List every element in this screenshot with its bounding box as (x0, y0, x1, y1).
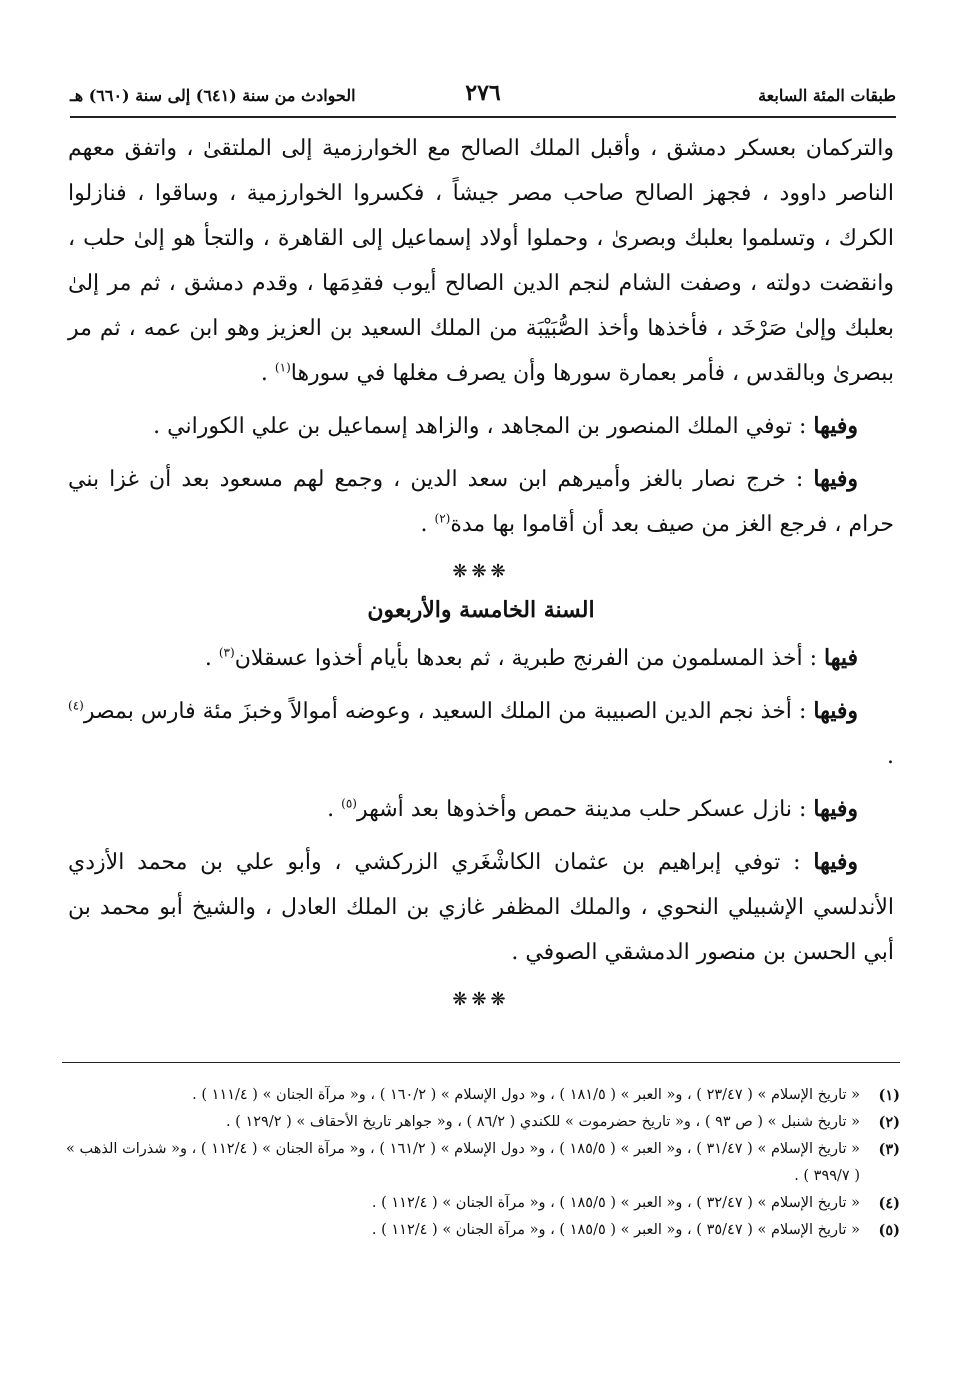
footnote-number: (١) (878, 1087, 900, 1104)
footnote-number: (٣) (878, 1141, 900, 1158)
main-text (68, 126, 894, 1016)
page-number: ٢٧٦ (465, 80, 501, 106)
paragraph-end: . (420, 512, 435, 537)
paragraph-end: . (887, 744, 894, 769)
footnote-item (66, 1136, 900, 1190)
paragraph-lead-word: فيها (824, 645, 858, 671)
paragraph (68, 840, 894, 975)
footnotes (66, 1082, 900, 1244)
paragraph-lead-word: وفيها (813, 796, 858, 822)
paragraph-end: . (260, 361, 275, 386)
footnote-reference[interactable]: (٥) (341, 796, 357, 811)
paragraph-text: والتركمان بعسكر دمشق ، وأقبل الملك الصالح مع الخوارزمية إلى الملتقىٰ ، واتفق معهم الناصر داوود ، فجهز الصالح صاحب مصر جيشاً ، فكسروا الخوارزمية ، وساقوا ، فنازلوا الكرك ، وتسلموا بعلبك وبصرىٰ ، وحملوا أولاد إسماعيل إلى القاهرة ، والتجأ هو إلىٰ حلب ، وانقضت دولته ، وصفت الشام لنجم الدين الصالح أيوب فقدِمَها ، وقدم دمشق ، ثم مر إلىٰ بعلبك وإلىٰ صَرْخَد ، فأخذها وأخذ الصُّبَيْبَة من الملك السعيد بن العزيز وهو ابن عمه ، ثم مر ببصرىٰ وبالقدس ، فأمر بعمارة سورها وأن يصرف مغلها في سورها (68, 136, 894, 386)
footnote-text: « تاريخ الإسلام » ( ٣٥/٤٧ ) ، و« العبر » ( ١٨٥/٥ ) ، و« مرآة الجنان » ( ١١٢/٤ ) . (371, 1222, 860, 1238)
paragraph-text: : خرج نصار بالغز وأميرهم ابن سعد الدين ، وجمع لهم مسعود بعد أن غزا بني حرام ، فرجع الغز من صيف بعد أن أقاموا بها مدة (68, 467, 894, 537)
footnote-number: (٢) (878, 1114, 900, 1131)
footnote-text: « تاريخ شنبل » ( ص ٩٣ ) ، و« تاريخ حضرموت » للكندي ( ٨٦/٢ ) ، و« جواهر تاريخ الأحقاف » ( ١٢٩/٢ ) . (225, 1114, 860, 1130)
footnote-item (66, 1109, 900, 1136)
footnote-item (66, 1217, 900, 1244)
footnote-item (66, 1190, 900, 1217)
footnote-reference[interactable]: (٢) (434, 511, 451, 526)
paragraph-end: . (204, 646, 219, 671)
paragraph-lead-word: وفيها (813, 466, 858, 492)
paragraph-lead-word: وفيها (813, 698, 859, 724)
footnote-divider (62, 1062, 900, 1063)
paragraph-end: . (327, 797, 342, 822)
paragraph (68, 457, 894, 547)
paragraph-text: : نازل عسكر حلب مدينة حمص وأخذوها بعد أشهر (356, 797, 814, 822)
paragraph-group-b (68, 636, 894, 975)
year-heading: السنة الخامسة والأربعون (367, 597, 595, 623)
paragraph (68, 636, 894, 681)
paragraph (68, 126, 894, 396)
section-separator: ❋❋❋ (452, 561, 510, 582)
paragraph (68, 787, 894, 832)
paragraph-lead-word: وفيها (813, 849, 858, 875)
paragraph (68, 689, 894, 779)
paragraph-group-a (68, 126, 894, 547)
footnote-reference[interactable]: (١) (274, 360, 291, 375)
footnote-text: « تاريخ الإسلام » ( ٢٣/٤٧ ) ، و« العبر » ( ١٨١/٥ ) ، و« دول الإسلام » ( ١٦٠/٢ ) ، و« مرآة الجنان » ( ١١١/٤ ) . (192, 1087, 860, 1103)
running-header (70, 80, 896, 118)
paragraph-lead-word: وفيها (813, 413, 858, 439)
paragraph-text: : أخذ نجم الدين الصبيبة من الملك السعيد ، وعوضه أموالاً وخبزَ مئة فارس بمصر (83, 699, 814, 724)
footnote-number: (٥) (878, 1222, 900, 1239)
header-chapter-range: الحوادث من سنة (٦٤١) إلى سنة (٦٦٠) هـ (70, 86, 356, 105)
paragraph (68, 404, 894, 449)
header-section-title: طبقات المئة السابعة (758, 86, 896, 105)
footnote-item (66, 1082, 900, 1109)
paragraph-text: : أخذ المسلمون من الفرنج طبرية ، ثم بعدها بأيام أخذوا عسقلان (234, 646, 824, 671)
footnote-text: « تاريخ الإسلام » ( ٣١/٤٧ ) ، و« العبر » ( ١٨٥/٥ ) ، و« دول الإسلام » ( ١٦١/٢ ) ، و« مرآة الجنان » ( ١١٢/٤ ) ، و« شذرات الذهب » ( ٣٩٩/٧ ) . (66, 1141, 860, 1184)
section-separator: ❋❋❋ (452, 989, 510, 1010)
paragraph-text: : توفي الملك المنصور بن المجاهد ، والزاهد إسماعيل بن علي الكوراني . (153, 414, 814, 439)
footnote-reference[interactable]: (٣) (218, 645, 235, 660)
paragraph-text: : توفي إبراهيم بن عثمان الكاشْغَري الزركشي ، وأبو علي بن محمد الأزدي الأندلسي الإشبيلي النحوي ، والملك المظفر غازي بن الملك العادل ، والشيخ أبو محمد بن أبي الحسن بن منصور الدمشقي الصوفي . (68, 850, 894, 965)
footnote-text: « تاريخ الإسلام » ( ٣٢/٤٧ ) ، و« العبر » ( ١٨٥/٥ ) ، و« مرآة الجنان » ( ١١٢/٤ ) . (371, 1195, 860, 1211)
footnote-number: (٤) (878, 1195, 900, 1212)
footnote-reference[interactable]: (٤) (68, 698, 84, 713)
